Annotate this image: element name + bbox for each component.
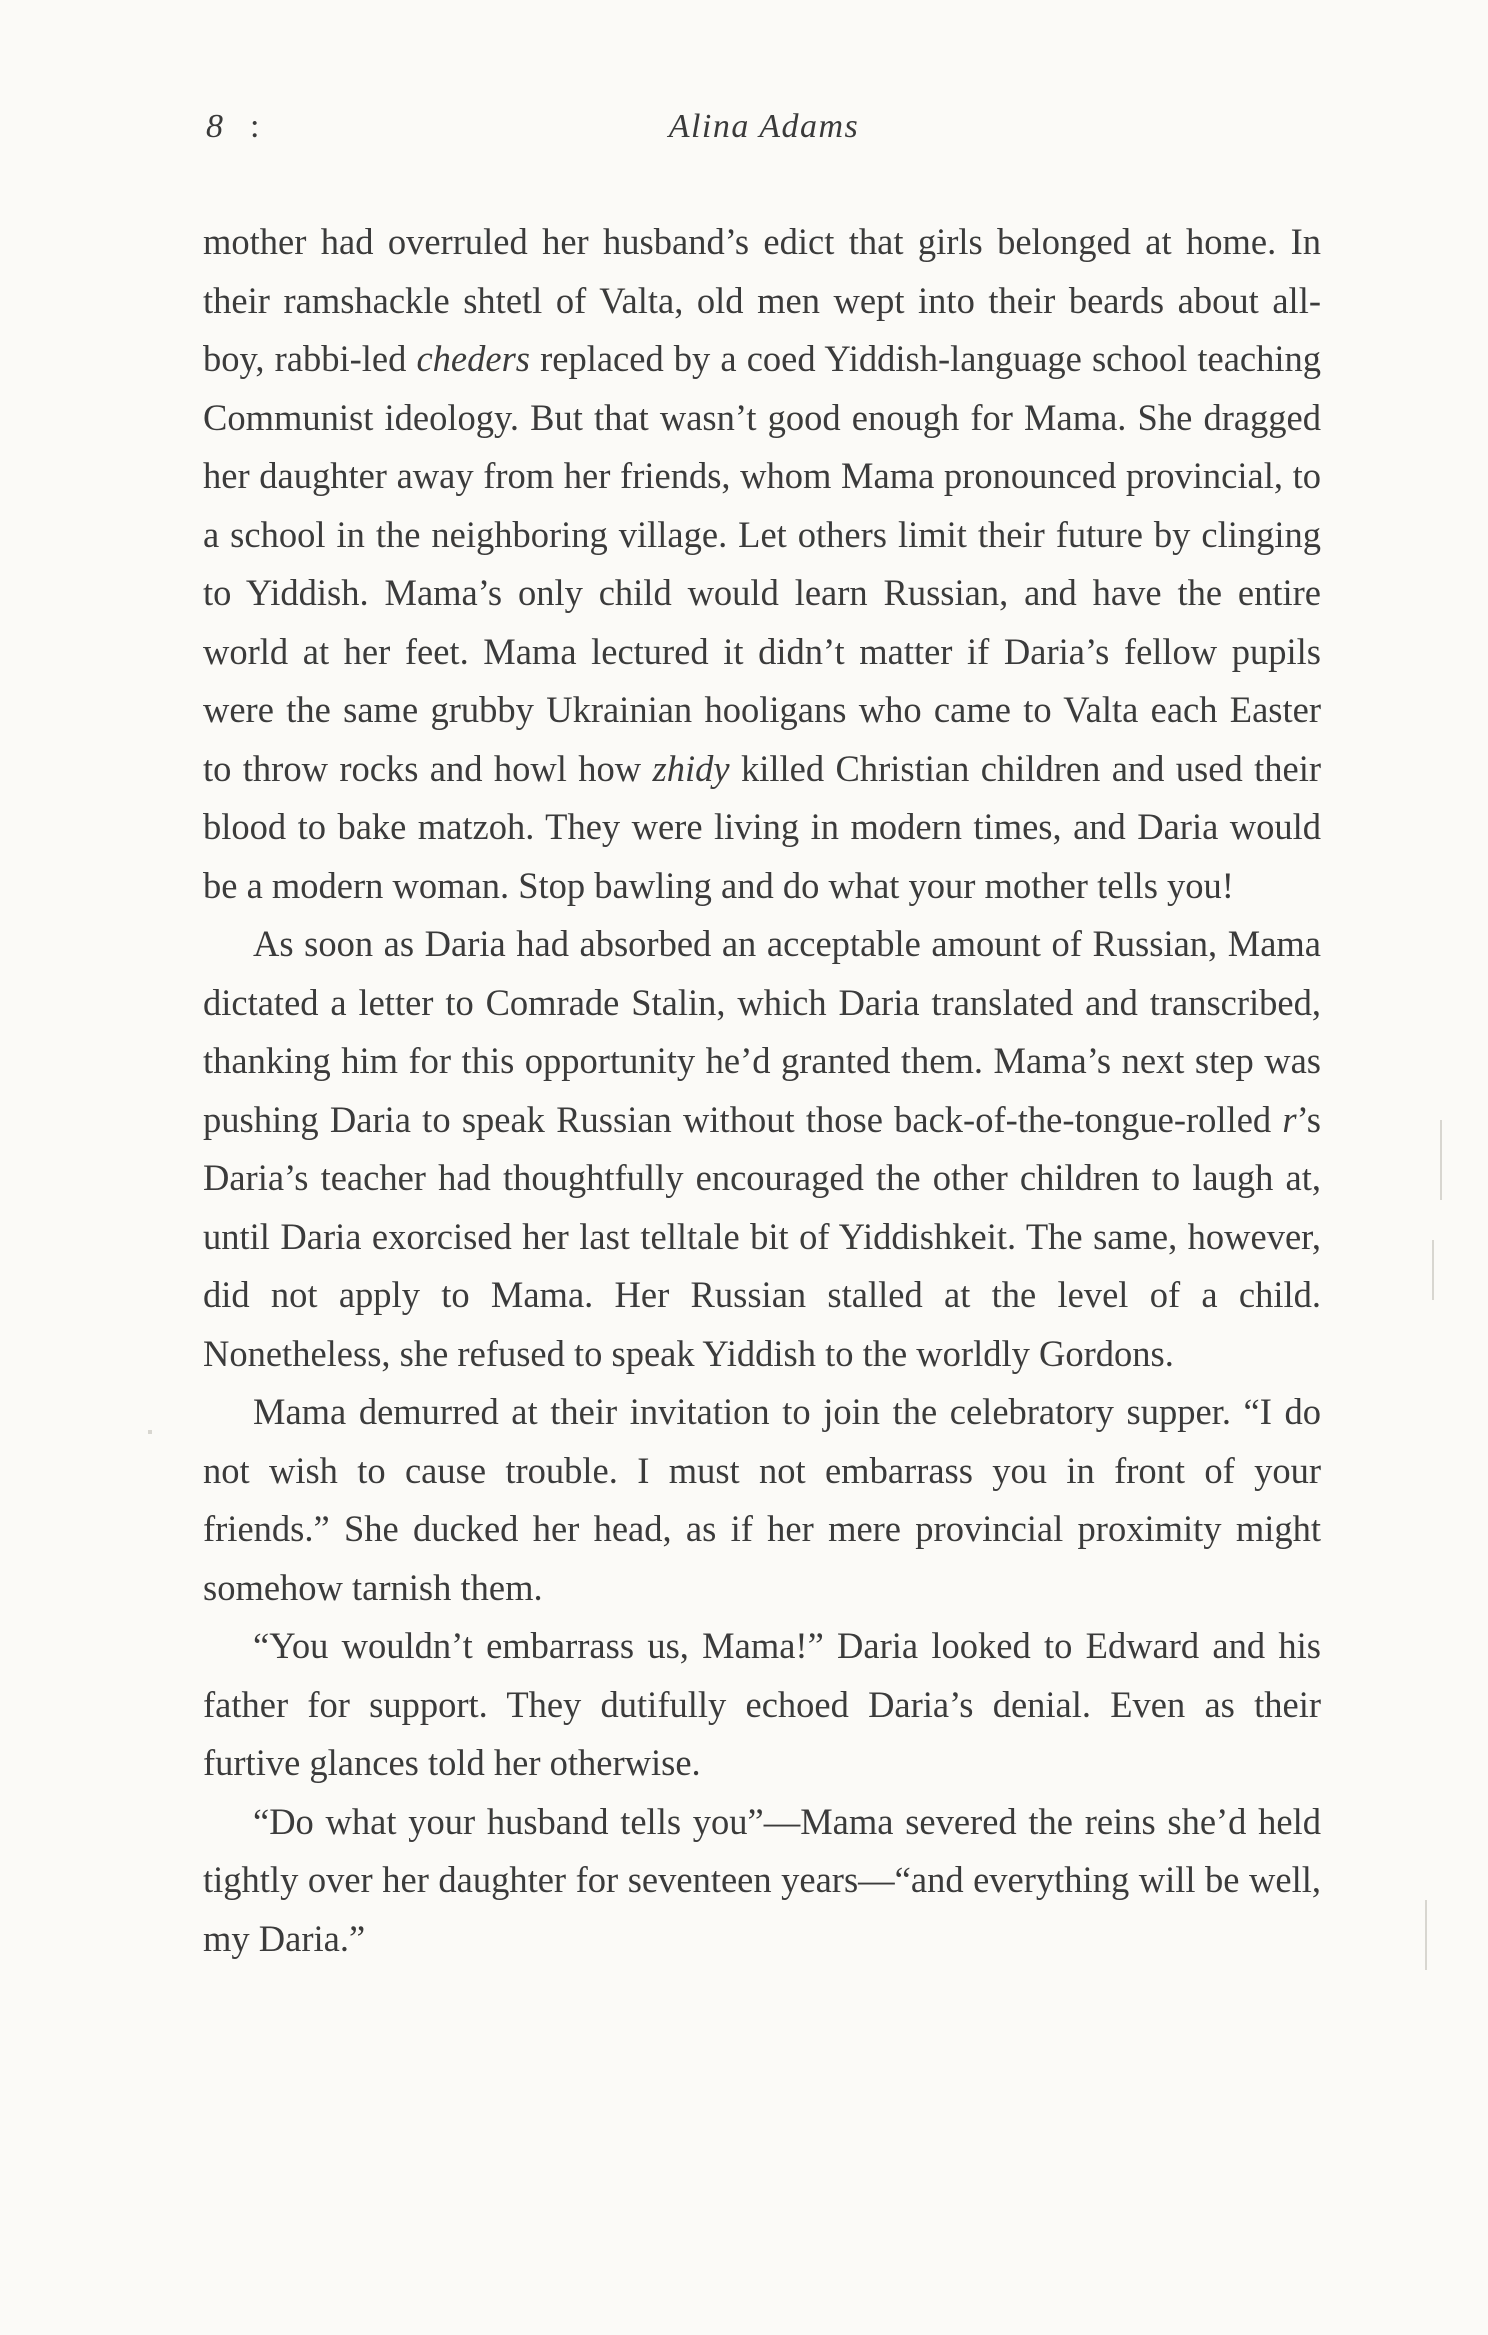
scan-mark xyxy=(1440,1120,1442,1200)
paragraph-text: “Do what your husband tells you”—Mama severed the reins she’d held tightly over her daughter for seventeen years—“and everything will be well, my Daria.” xyxy=(203,1800,1321,1959)
page-number: 8 xyxy=(206,108,224,145)
paragraph-text: killed Christian children and used their blood to bake matzoh. They were living in modern times, and Daria would be a modern woman. Stop bawling and do what your mother tells you! xyxy=(203,747,1321,906)
body-text xyxy=(203,213,1321,1968)
paragraph-p2 xyxy=(203,915,1321,1383)
paragraph-text: mother had overruled her husband’s edict that girls belonged at home. In their ramshackle shtetl of Valta, old men wept into their beards about all-boy, rabbi-led xyxy=(203,221,1321,379)
running-head xyxy=(206,108,1322,158)
paragraph-p4 xyxy=(203,1617,1321,1793)
scan-mark xyxy=(1425,1900,1427,1970)
paragraph-text: As soon as Daria had absorbed an acceptable amount of Russian, Mama dictated a letter to Comrade Stalin, which Daria translated and transcribed, thanking him for this opportunity he’d granted them. Mama’s next step was pushing Daria to speak Russian without those back-of-the-tongue-rolled xyxy=(203,923,1321,1140)
italic-term: cheders xyxy=(416,338,530,379)
paragraph-text: Mama demurred at their invitation to join the celebratory supper. “I do not wish to cause trouble. I must not embarrass you in front of your friends.” She ducked her head, as if her mere provincial proximity might somehow tarnish them. xyxy=(203,1391,1321,1608)
italic-term: zhidy xyxy=(652,747,730,789)
paragraph-text: ’s Daria’s teacher had thoughtfully encouraged the other children to laugh at, until Daria exorcised her last telltale bit of Yiddishkeit. The same, however, did not apply to Mama. Her Russian stalled at the level of a child. Nonetheless, she refused to speak Yiddish to the worldly Gordons. xyxy=(203,1098,1321,1374)
paragraph-p5 xyxy=(203,1793,1321,1969)
scan-mark xyxy=(1432,1240,1434,1300)
page-number-separator: : xyxy=(250,108,261,145)
running-title-author: Alina Adams xyxy=(668,108,860,145)
paragraph-p1 xyxy=(203,213,1321,915)
paragraph-text: “You wouldn’t embarrass us, Mama!” Daria looked to Edward and his father for support. They dutifully echoed Daria’s denial. Even as their furtive glances told her otherwise. xyxy=(203,1625,1321,1783)
paragraph-p3 xyxy=(203,1383,1321,1617)
scan-mark xyxy=(148,1430,152,1434)
paragraph-text: replaced by a coed Yiddish-language school teaching Communist ideology. But that wasn’t good enough for Mama. She dragged her daughter away from her friends, whom Mama pronounced provincial, to a school in the neighboring village. Let others limit their future by clinging to Yiddish. Mama’s only child would learn Russian, and have the entire world at her feet. Mama lectured it didn’t matter if Daria’s fellow pupils were the same grubby Ukrainian hooligans who came to Valta each Easter to throw rocks and howl how xyxy=(203,338,1321,789)
italic-term: r xyxy=(1282,1098,1297,1140)
